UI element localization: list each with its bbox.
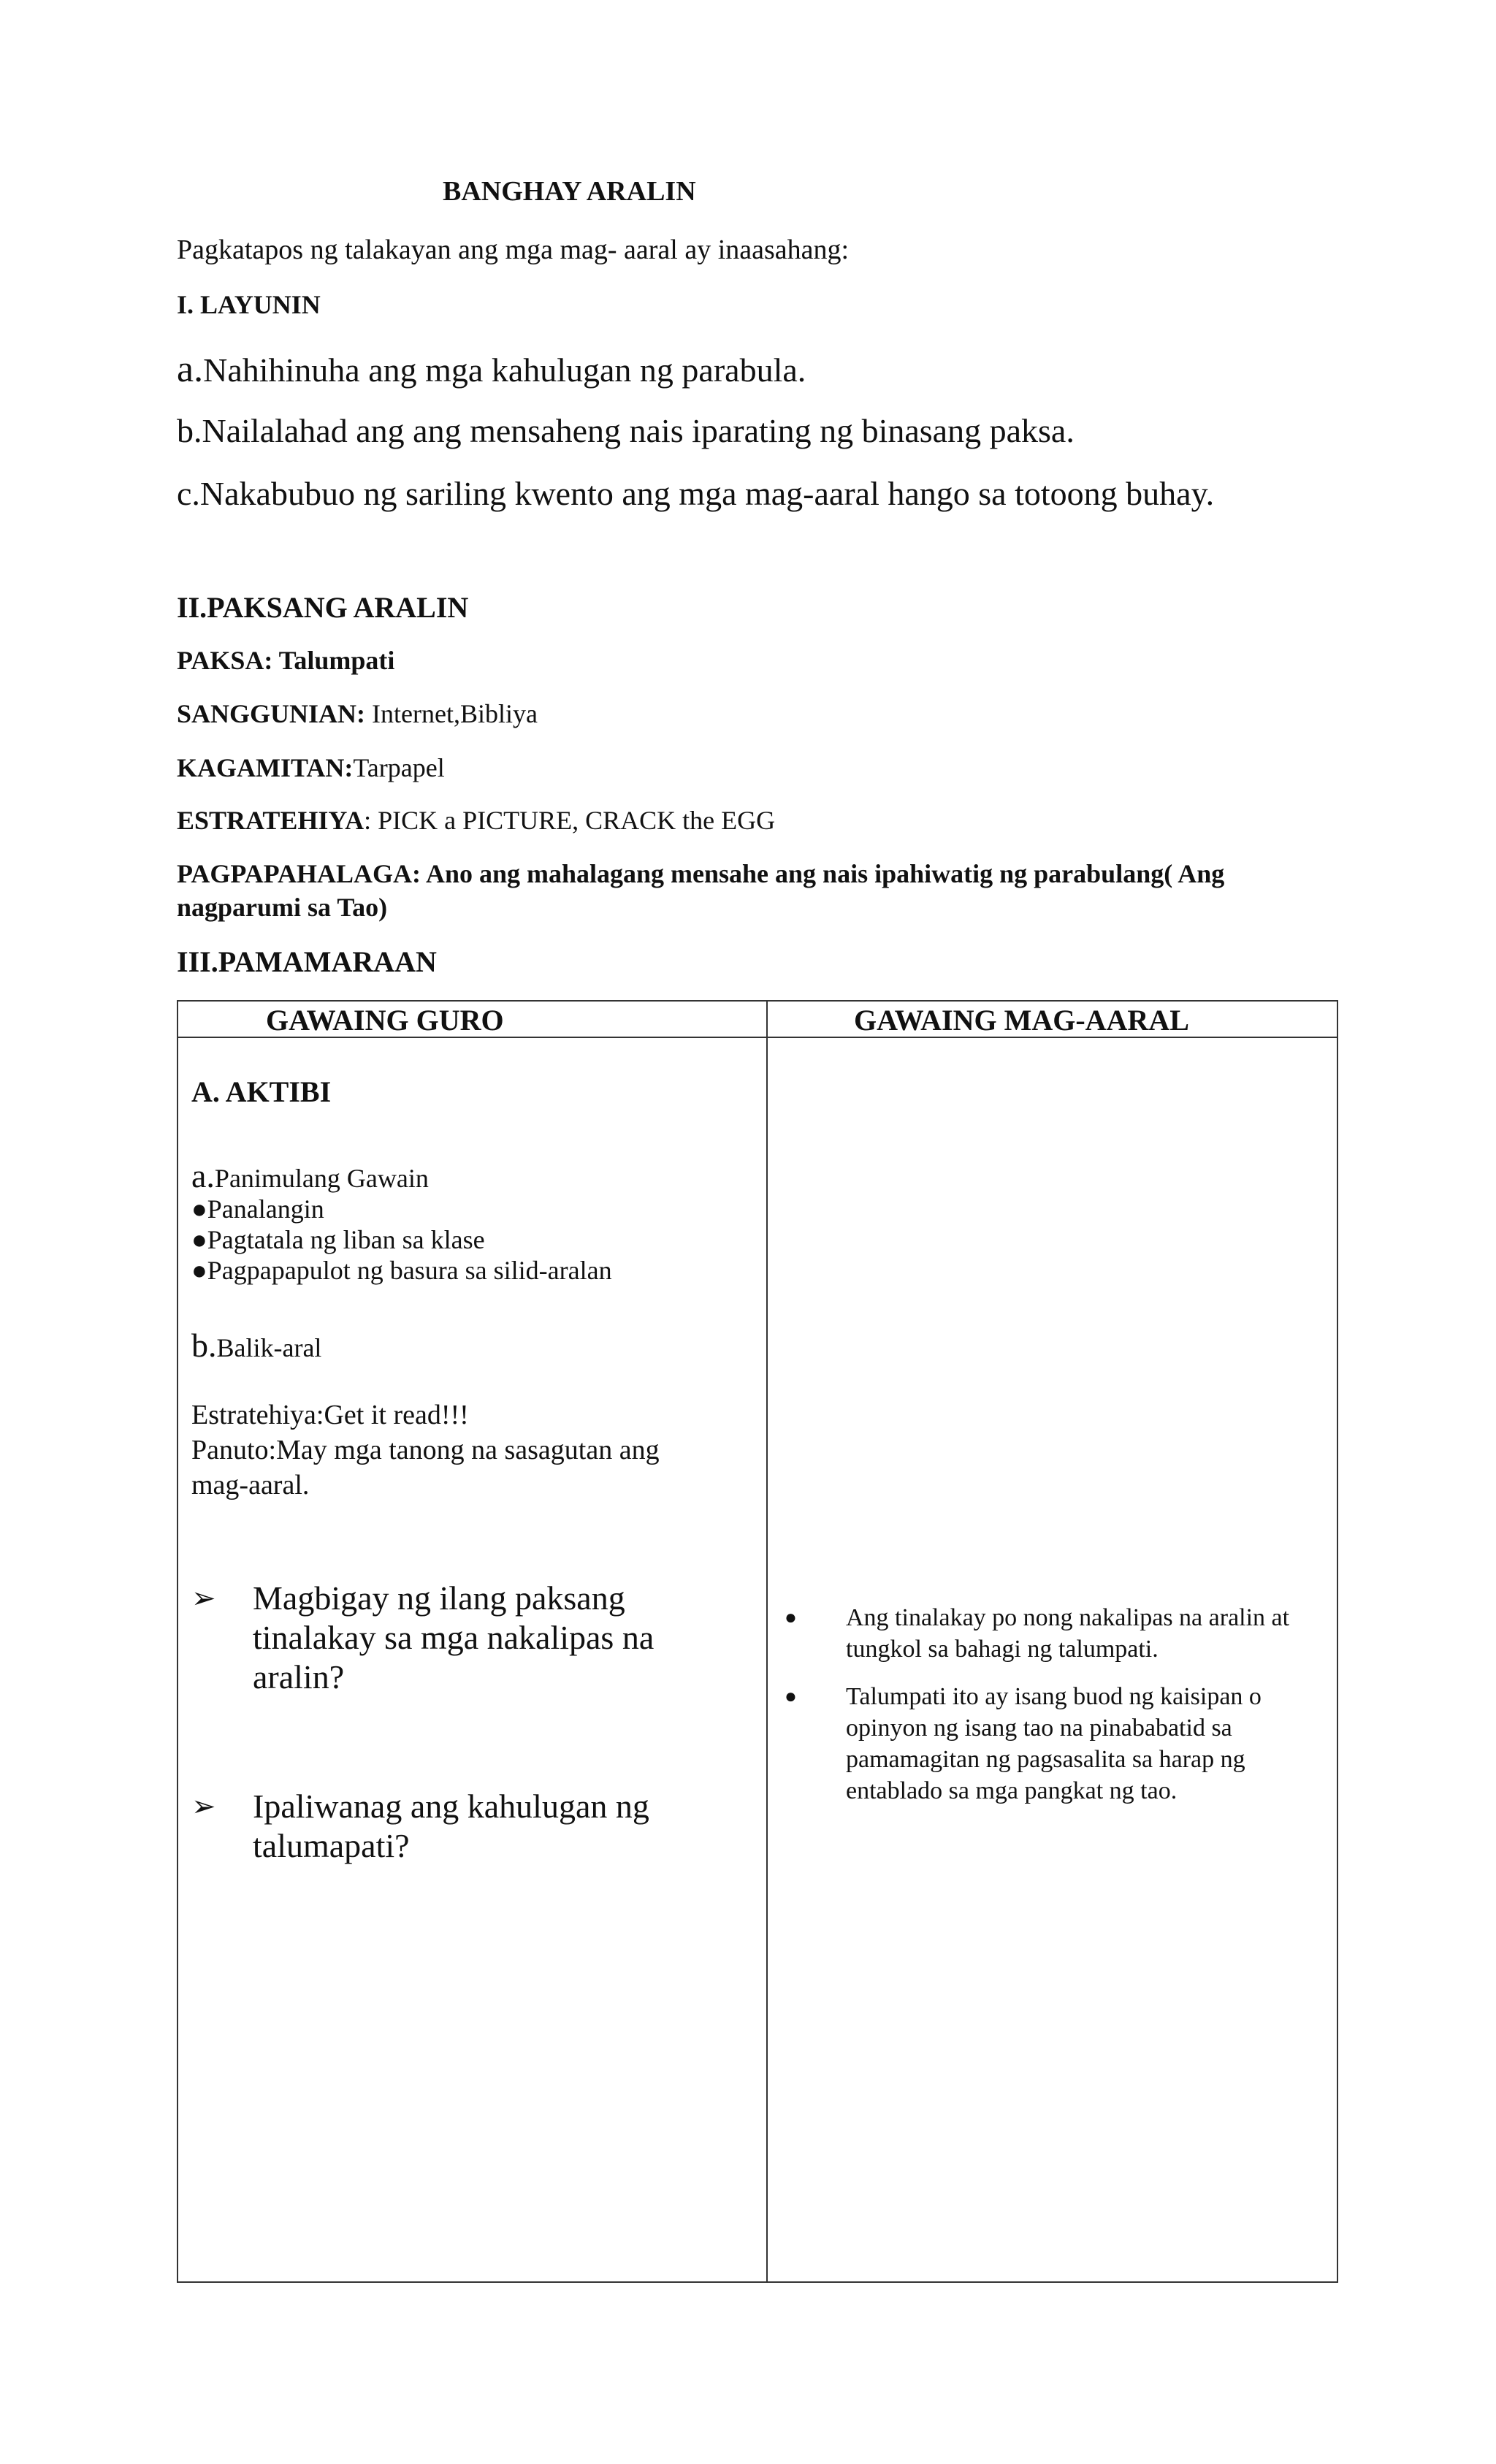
answer-item: [785, 1681, 1325, 1812]
strategy-text: Estratehiya:Get it read!!!: [191, 1400, 469, 1430]
balik-text: Balik-aral: [216, 1333, 322, 1362]
estratehiya-value: : PICK a PICTURE, CRACK the EGG: [364, 806, 776, 835]
col-header-student: GAWAING MAG-AARAL: [854, 1004, 1189, 1037]
bullet-icon: ●: [785, 1685, 797, 1708]
subject-heading: II.PAKSANG ARALIN: [177, 591, 469, 624]
objective-letter: c.: [177, 475, 200, 512]
question-text: Ipaliwanag ang kahulugan ng talumapati?: [253, 1788, 649, 1864]
col-header-teacher: GAWAING GURO: [266, 1004, 504, 1037]
sanggunian-line: [177, 698, 538, 729]
question-text: Magbigay ng ilang paksang tinalakay sa mga nakalipas na aralin?: [253, 1579, 654, 1696]
objective-a: [177, 348, 806, 391]
panimula-text: Panimulang Gawain: [214, 1164, 429, 1193]
answer-text: Ang tinalakay po nong nakalipas na aralin at tungkol sa bahagi ng talumpati.: [846, 1604, 1290, 1663]
aktibi-heading: A. AKTIBI: [191, 1075, 332, 1108]
balik-line: [191, 1326, 321, 1365]
question-item: [191, 1787, 717, 1867]
panuto-text: Panuto:May mga tanong na sasagutan ang: [191, 1435, 660, 1465]
pagpapahalaga: PAGPAPAHALAGA: Ano ang mahalagang mensahe ang nais ipahiwatig ng parabulang( Ang nagparumi sa Tao): [177, 859, 1225, 922]
objective-b: [177, 411, 1075, 450]
objective-text: Nailalahad ang ang mensaheng nais iparating ng binasang paksa.: [202, 412, 1075, 449]
paksa-line: [177, 645, 394, 676]
bullet-icon: ●: [785, 1606, 797, 1629]
objective-text: Nahihinuha ang mga kahulugan ng parabula.: [203, 351, 806, 389]
answer-text: Talumpati ito ay isang buod ng kaisipan o opinyon ng isang tao na pinababatid sa pamamagitan ng pagsasalita sa harap ng entablado sa mga pangkat ng tao.: [846, 1683, 1262, 1804]
list-item: ●Panalangin: [191, 1194, 324, 1224]
answer-item: [785, 1602, 1325, 1668]
objective-letter: a.: [177, 348, 204, 390]
objective-text: Nakabubuo ng sariling kwento ang mga mag-aaral hango sa totoong buhay.: [199, 475, 1215, 512]
arrow-bullet-icon: ➢: [191, 1790, 216, 1823]
column-divider: [766, 1002, 768, 2281]
kagamitan-value: Tarpapel: [353, 753, 445, 782]
panuto-text-cont: mag-aaral.: [191, 1470, 310, 1500]
objective-letter: b.: [177, 412, 202, 449]
page-title: BANGHAY ARALIN: [443, 176, 696, 207]
paksa-label: PAKSA: Talumpati: [177, 646, 395, 675]
objectives-heading: I. LAYUNIN: [177, 290, 321, 319]
estratehiya-label: ESTRATEHIYA: [177, 806, 365, 835]
lesson-table: [177, 1000, 1338, 2283]
question-item: [191, 1579, 717, 1703]
list-item: ●Pagpapapulot ng basura sa silid-aralan: [191, 1256, 612, 1285]
panimula-line: [191, 1156, 429, 1195]
method-heading: III.PAMAMARAAN: [177, 945, 437, 978]
intro-text: Pagkatapos ng talakayan ang mga mag- aaral ay inaasahang:: [177, 234, 850, 265]
objective-c: [177, 474, 1214, 513]
sanggunian-value: Internet,Bibliya: [365, 699, 538, 728]
panimula-letter: a.: [191, 1157, 215, 1194]
sanggunian-label: SANGGUNIAN:: [177, 699, 366, 728]
arrow-bullet-icon: ➢: [191, 1582, 216, 1614]
list-item: ●Pagtatala ng liban sa klase: [191, 1225, 485, 1254]
balik-letter: b.: [191, 1327, 217, 1364]
kagamitan-line: [177, 752, 445, 783]
kagamitan-label: KAGAMITAN:: [177, 753, 354, 782]
estratehiya-line: [177, 805, 775, 836]
